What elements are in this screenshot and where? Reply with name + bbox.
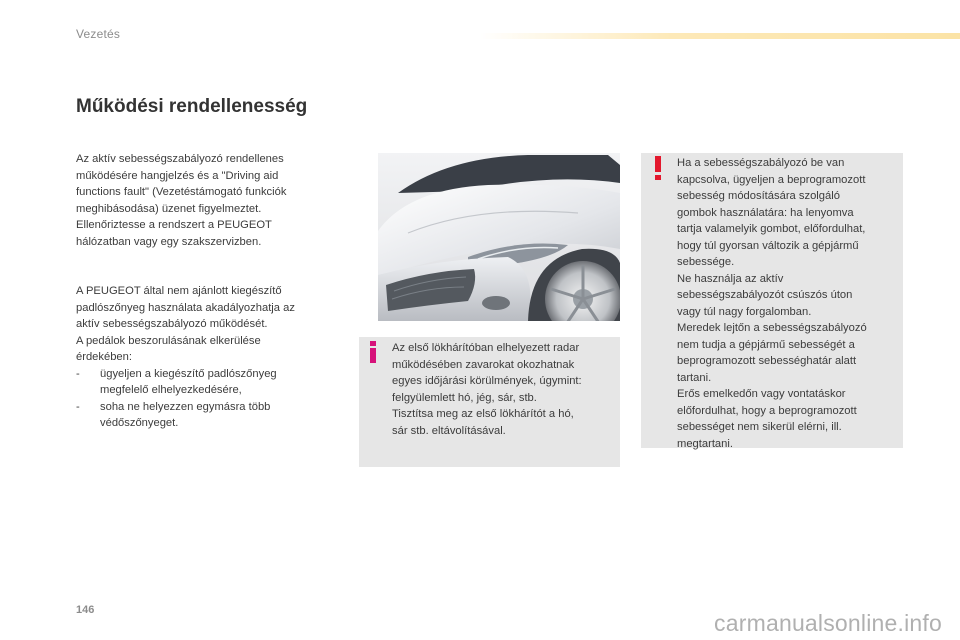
text-line: Ha a sebességszabályozó be van bbox=[677, 157, 845, 169]
text-line: sebességszabályozót csúszós úton bbox=[677, 289, 853, 301]
text-line: kapcsolva, ügyeljen a beprogramozott bbox=[677, 173, 866, 186]
text-line: előfordulhat, hogy a beprogramozott bbox=[677, 404, 857, 417]
info-text bbox=[392, 340, 616, 439]
text-line: megfelelő elhelyezkedésére, bbox=[100, 384, 242, 396]
text-line: soha ne helyezzen egymásra több bbox=[100, 400, 271, 413]
text-line: megtartani. bbox=[677, 437, 733, 450]
text-line: érdekében: bbox=[76, 351, 132, 363]
page-title: Működési rendellenesség bbox=[76, 96, 308, 117]
text-line: A PEUGEOT által nem ajánlott kiegészítő bbox=[76, 285, 282, 297]
text-line: Tisztítsa meg az első lökhárítót a hó, bbox=[392, 408, 574, 420]
warning-text bbox=[677, 155, 899, 452]
text-line: egyes időjárási körülmények, úgymint: bbox=[392, 375, 582, 387]
text-line: ügyeljen a kiegészítő padlószőnyeg bbox=[100, 367, 277, 380]
text-line: tartja valamelyik gombot, előfordulhat, bbox=[677, 223, 866, 235]
page-number: 146 bbox=[76, 604, 95, 616]
left-paragraph-2 bbox=[76, 283, 336, 432]
text-line: hálózatban vagy egy szakszervizben. bbox=[76, 235, 262, 248]
text-line: Az első lökhárítóban elhelyezett radar bbox=[392, 342, 580, 354]
text-line: sebesség módosítására szolgáló bbox=[677, 190, 840, 202]
text-line: működésében zavarokat okozhatnak bbox=[392, 358, 575, 371]
exclamation-icon bbox=[651, 155, 665, 181]
text-line: tartani. bbox=[677, 371, 712, 384]
car-illustration bbox=[378, 153, 620, 321]
text-line: functions fault" (Vezetéstámogató funkciók bbox=[76, 186, 287, 198]
section-label: Vezetés bbox=[76, 27, 121, 41]
text-line: sebességet nem sikerül elérni, ill. bbox=[677, 421, 842, 433]
text-line: beprogramozott sebességhatár alatt bbox=[677, 355, 857, 367]
text-line: Meredek lejtőn a sebességszabályozó bbox=[677, 322, 867, 334]
text-line: A pedálok beszorulásának elkerülése bbox=[76, 334, 261, 347]
text-line: sár stb. eltávolításával. bbox=[392, 424, 506, 437]
text-line: Ne használja az aktív bbox=[677, 272, 784, 285]
text-line: aktív sebességszabályozó működését. bbox=[76, 318, 268, 330]
text-line: sebessége. bbox=[677, 256, 735, 268]
text-line: felgyülemlett hó, jég, sár, stb. bbox=[392, 391, 537, 404]
text-line: gombok használatára: ha lenyomva bbox=[677, 206, 854, 219]
list-item bbox=[76, 399, 336, 432]
bullet-list bbox=[76, 366, 336, 432]
left-paragraph-1 bbox=[76, 151, 336, 250]
text-line: működésére hangjelzés és a "Driving aid bbox=[76, 169, 279, 182]
text-line: nem tudja a gépjármű sebességét a bbox=[677, 338, 855, 351]
text-line: védőszőnyeget. bbox=[100, 417, 179, 429]
list-item bbox=[76, 366, 336, 399]
car-front-photo bbox=[378, 153, 620, 321]
text-line: Az aktív sebességszabályozó rendellenes bbox=[76, 153, 284, 165]
text-line: vagy túl nagy forgalomban. bbox=[677, 305, 812, 318]
text-line: padlószőnyeg használata akadályozhatja az bbox=[76, 301, 295, 314]
text-line: hogy túl gyorsan változik a gépjármű bbox=[677, 239, 859, 252]
list-dash: - bbox=[76, 400, 80, 413]
header-stripe bbox=[480, 33, 960, 39]
watermark: carmanualsonline.info bbox=[714, 610, 942, 636]
text-line: Erős emelkedőn vagy vontatáskor bbox=[677, 388, 846, 400]
list-dash: - bbox=[76, 367, 80, 380]
info-icon bbox=[366, 340, 380, 364]
text-line: Ellenőriztesse a rendszert a PEUGEOT bbox=[76, 219, 272, 231]
text-line: meghibásodása) üzenet figyelmeztet. bbox=[76, 202, 262, 215]
